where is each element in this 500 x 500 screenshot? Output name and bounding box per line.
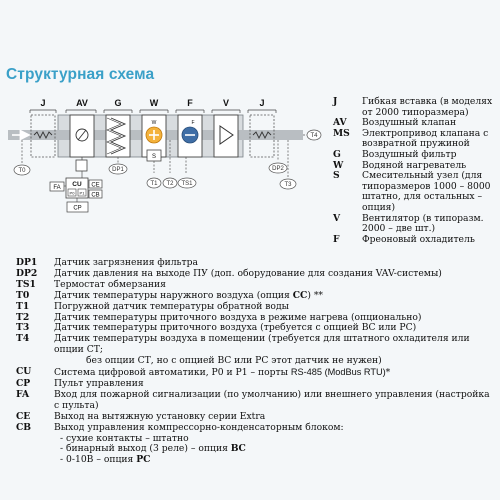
note-desc: Выход управления компрессорно-конденсаторным блоком:	[54, 421, 344, 433]
legend-code: V	[333, 212, 341, 224]
note-text: *	[385, 367, 391, 379]
sensor-dp1-label: DP1	[112, 167, 124, 173]
note-option: РС	[136, 454, 151, 466]
note-code: FA	[16, 388, 30, 400]
cp-label: CP	[73, 205, 82, 212]
note-row-t0	[16, 291, 496, 302]
component-legend	[333, 97, 500, 245]
legend-code: W	[333, 159, 344, 171]
note-text: - бинарный выход (3 реле) – опция	[60, 443, 231, 455]
note-desc: Выход на вытяжную установку серии Extra	[54, 410, 266, 422]
note-code: CP	[16, 377, 31, 389]
header-w: W	[149, 98, 159, 108]
mixing-unit-label: S	[151, 154, 157, 160]
note-code: CB	[16, 421, 32, 433]
page-title: Структурная схема	[6, 66, 155, 83]
sensor-t4-label: T4	[310, 133, 318, 139]
note-desc: Датчик температуры приточного воздуха (требуется с опцией ВС или РС)	[54, 322, 417, 334]
header-av: AV	[76, 98, 88, 108]
note-row-ce	[16, 412, 496, 423]
sensor-t1-label: T1	[150, 181, 158, 187]
note-code: T2	[16, 311, 30, 323]
legend-desc: Воздушный клапан	[362, 117, 457, 129]
structure-diagram	[0, 0, 340, 220]
note-desc	[54, 291, 496, 302]
sensor-notes	[16, 258, 496, 466]
legend-row-v	[333, 214, 500, 235]
header-v: V	[222, 98, 230, 108]
sensor-t3-label: T3	[284, 182, 292, 188]
legend-desc: Фреоновый охладитель	[362, 233, 475, 245]
note-row-t4	[16, 334, 496, 356]
note-desc: Погружной датчик температуры обратной воды	[54, 300, 289, 312]
legend-desc: Вентилятор (в типоразм. 2000 – две шт.)	[362, 212, 484, 235]
sensor-ts1-label: TS1	[181, 181, 193, 187]
sensor-dp2-label: DP2	[272, 166, 284, 172]
note-desc: Термостат обмерзания	[54, 278, 166, 290]
legend-code: S	[333, 170, 340, 182]
note-code: T4	[16, 333, 30, 345]
sensor-t0-label: T0	[18, 168, 26, 174]
fa-label: FA	[53, 185, 61, 191]
note-code: DP2	[16, 267, 38, 279]
valve-actuator	[76, 160, 87, 171]
note-desc-continued: без опции СТ, но с опцией ВС или РС этот датчик не нужен)	[86, 355, 382, 367]
note-code: T3	[16, 322, 30, 334]
note-desc: Датчик давления на выходе ПУ (доп. оборудование для создания VAV-системы)	[54, 267, 442, 279]
fan	[214, 115, 238, 157]
legend-code: F	[333, 233, 340, 245]
cb-option-item: - сухие контакты – штатно	[60, 432, 189, 444]
note-desc: Вход для пожарной сигнализации (по умолчанию) или внешнего управления (настройка с пульта)	[54, 388, 490, 411]
legend-code: J	[333, 96, 338, 107]
heater-sign: W	[151, 120, 157, 126]
legend-row-g	[333, 150, 500, 161]
legend-row-s	[333, 171, 500, 213]
note-row-fa	[16, 390, 496, 412]
note-text: Датчик температуры наружного воздуха (опция	[54, 289, 293, 301]
cb-option-item	[16, 455, 496, 466]
cu-label: CU	[72, 181, 82, 188]
header-g: G	[114, 98, 122, 108]
note-code: CU	[16, 366, 32, 378]
note-code: T1	[16, 300, 30, 312]
air-valve	[70, 115, 94, 157]
note-row-t1	[16, 302, 496, 313]
port-p0-label: P0	[69, 190, 75, 196]
ce-label: CE	[91, 182, 100, 189]
note-text: ) **	[307, 289, 324, 301]
note-desc: Датчик загрязнения фильтра	[54, 257, 198, 268]
note-code: TS1	[16, 278, 36, 290]
note-row-cb	[16, 423, 496, 434]
legend-desc: Электропривод клапана с возвратной пружиной	[362, 127, 489, 150]
legend-code: MS	[333, 127, 350, 139]
cooler-sign: F	[191, 120, 195, 126]
legend-row-ms	[333, 129, 500, 150]
legend-row-f	[333, 235, 500, 246]
legend-code: G	[333, 148, 341, 160]
note-code: DP1	[16, 257, 38, 268]
legend-desc: Водяной нагреватель	[362, 159, 467, 171]
note-text: Система цифровой автоматики, Р0 и Р1 – порты	[54, 367, 291, 379]
note-text: - 0-10В – опция	[60, 454, 137, 466]
cb-label: CB	[91, 192, 100, 199]
note-option: ВС	[230, 443, 246, 455]
header-j1: J	[40, 98, 46, 108]
legend-code: AV	[333, 117, 347, 129]
note-desc: Пульт управления	[54, 377, 144, 389]
note-option: CC	[292, 289, 308, 301]
legend-desc: Гибкая вставка (в моделях от 2000 типоразмера)	[362, 96, 493, 118]
legend-row-j	[333, 97, 500, 118]
legend-desc: Смесительный узел (для типоразмеров 1000 – 8000 штатно, для остальных – опция)	[362, 170, 491, 213]
note-code: CE	[16, 410, 31, 422]
port-p1-label: P1	[79, 190, 85, 196]
sensor-t2-label: T2	[166, 181, 174, 187]
legend-desc: Воздушный фильтр	[362, 148, 457, 160]
note-desc: Датчик температуры воздуха в помещении (требуется для штатного охладителя или опции СТ;	[54, 333, 470, 356]
note-desc: Датчик температуры приточного воздуха в режиме нагрева (опционально)	[54, 311, 422, 323]
note-code: T0	[16, 289, 30, 301]
header-j2: J	[259, 98, 265, 108]
note-protocol: RS-485 (ModBus RTU)	[290, 367, 386, 378]
header-f: F	[187, 98, 193, 108]
